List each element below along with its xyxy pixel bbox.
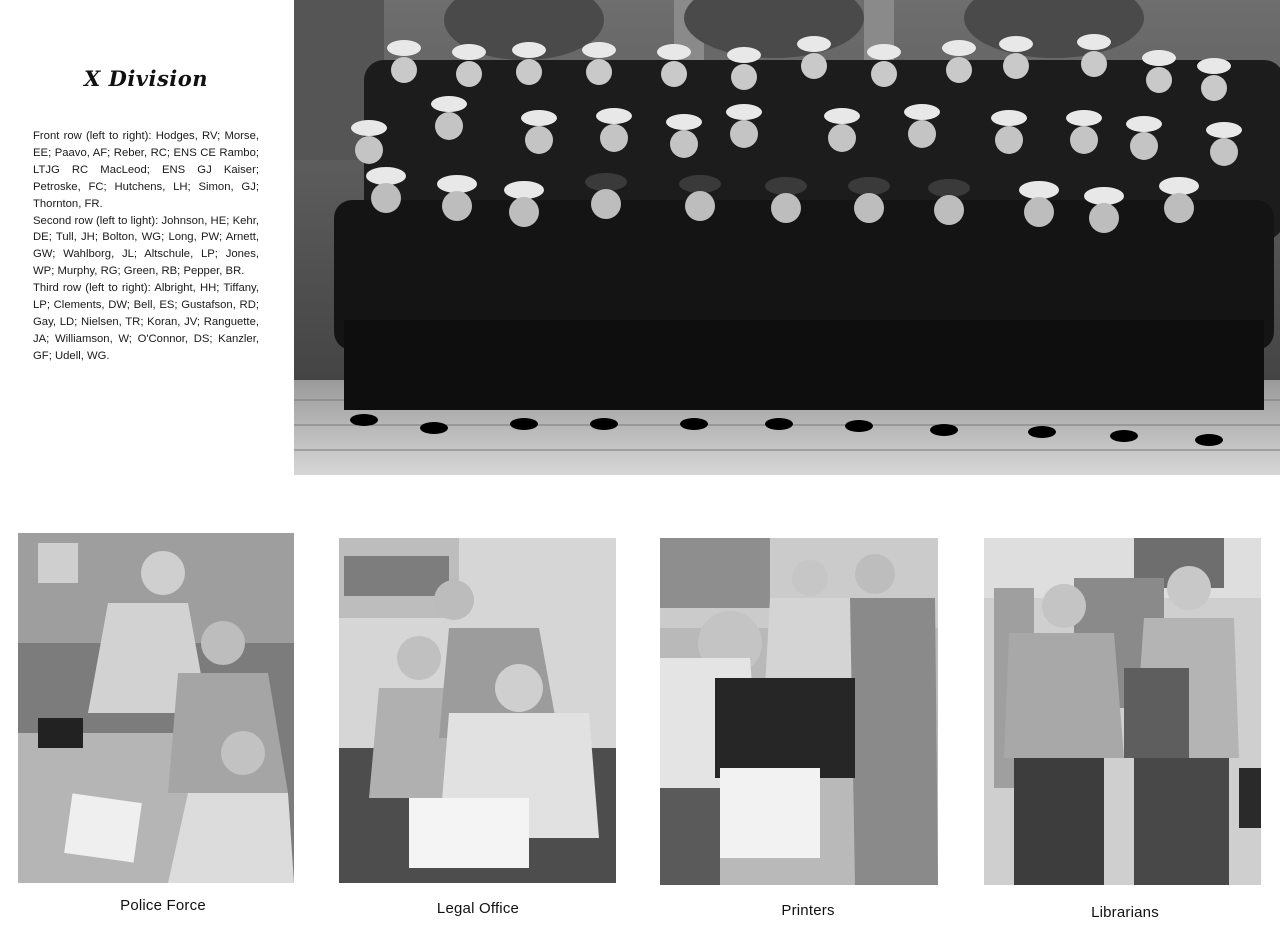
- page-title: X Division: [84, 66, 209, 91]
- group-photo-caption: [33, 128, 259, 365]
- caption-second-row: Second row (left to light): Johnson, HE; Kehr, DE; Tull, JH; Bolton, WG; Long, PW; Arnett, GW; Wahlborg, JL; Altschule, LP; Jones, WP; Murphy, RG; Green, RB; Pepper, BR.: [33, 214, 259, 278]
- legal-office-photo: [339, 538, 616, 883]
- legal-office-label: Legal Office: [436, 900, 520, 917]
- printers-label: Printers: [781, 902, 835, 919]
- printers-photo: [660, 538, 938, 885]
- group-photo: [294, 0, 1280, 475]
- caption-third-row: Third row (left to right): Albright, HH; Tiffany, LP; Clements, DW; Bell, ES; Gustafson, RD; Gay, LD; Nielsen, TR; Koran, JV; Ranguette, JA; Williamson, W; O'Connor, DS; Kanzler, GF; Udell, WG.: [33, 282, 259, 362]
- police-force-label: Police Force: [120, 897, 206, 914]
- police-force-photo: [18, 533, 294, 883]
- librarians-label: Librarians: [1091, 904, 1159, 921]
- librarians-photo: [984, 538, 1261, 885]
- caption-front-row: Front row (left to right): Hodges, RV; Morse, EE; Paavo, AF; Reber, RC; ENS CE Rambo; LTJG RC MacLeod; ENS GJ Kaiser; Petroske, FC; Hutchens, LH; Simon, GJ; Thornton, FR.: [33, 130, 259, 210]
